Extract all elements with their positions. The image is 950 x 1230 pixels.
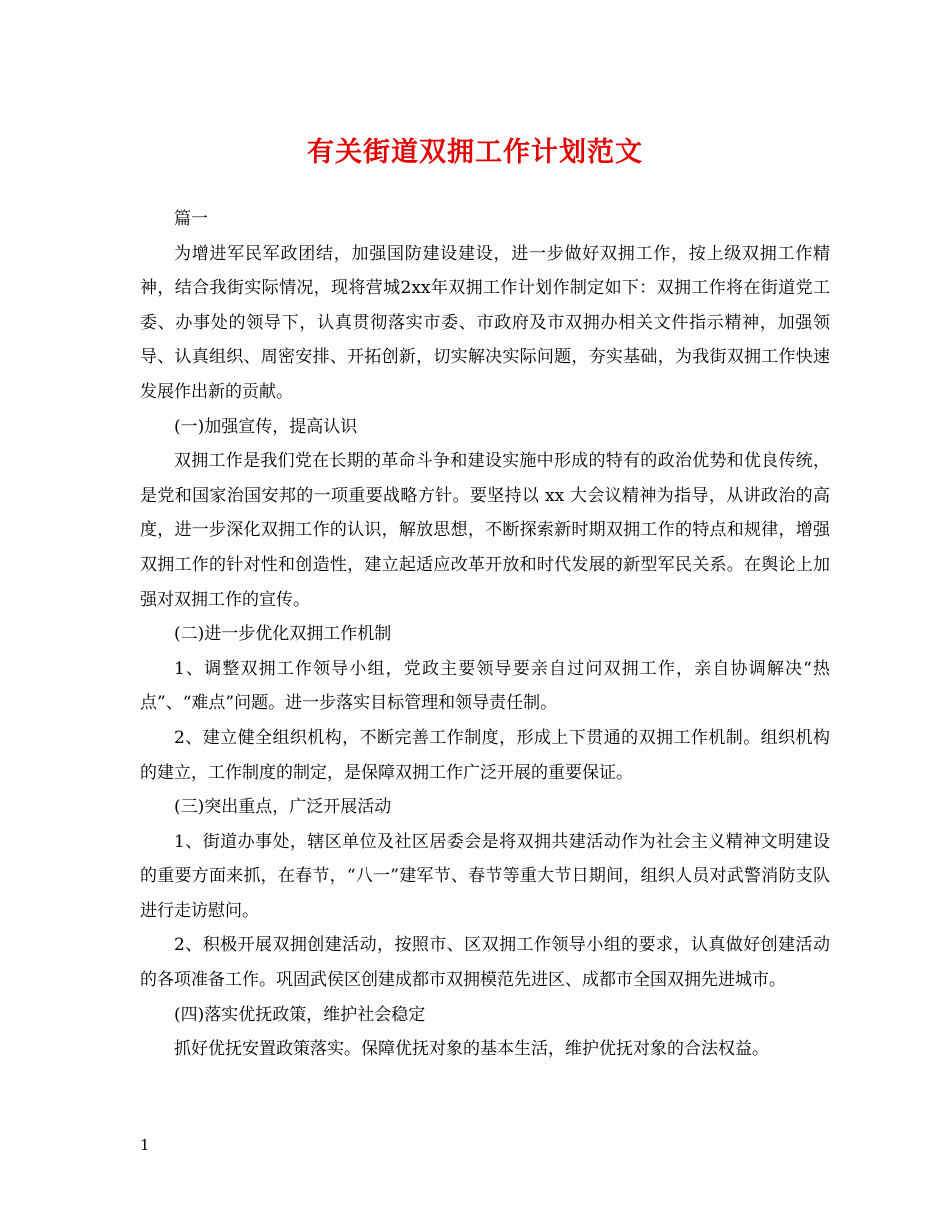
body-paragraph: 1、调整双拥工作领导小组，党政主要领导要亲自过问双拥工作，亲自协调解决“热点”、“难点”问题。进一步落实目标管理和领导责任制。 — [140, 658, 830, 714]
body-paragraph: 2、积极开展双拥创建活动，按照市、区双拥工作领导小组的要求，认真做好创建活动的各项准备工作。巩固武侯区创建成都市双拥模范先进区、成都市全国双拥先进城市。 — [140, 935, 830, 991]
document-title: 有关街道双拥工作计划范文 — [307, 137, 643, 168]
section-label: 篇一 — [174, 209, 208, 229]
body-paragraph: 抓好优抚安置政策落实。保障优抚对象的基本生活，维护优抚对象的合法权益。 — [174, 1039, 769, 1060]
section-heading-2: (二)进一步优化双拥工作机制 — [174, 624, 392, 645]
body-paragraph: 2、建立健全组织机构，不断完善工作制度，形成上下贯通的双拥工作机制。组织机构的建立，工作制度的制定，是保障双拥工作广泛开展的重要保证。 — [140, 727, 830, 783]
intro-paragraph: 为增进军民军政团结，加强国防建设建设，进一步做好双拥工作，按上级双拥工作精神，结合我街实际情况，现将营城2xx年双拥工作计划作制定如下：双拥工作将在街道党工委、办事处的领导下，认真贯彻落实市委、市政府及市双拥办相关文件指示精神，加强领导、认真组织、周密安排、开拓创新，切实解决实际问题，夯实基础，为我街双拥工作快速发展作出新的贡献。 — [140, 243, 830, 402]
body-paragraph: 双拥工作是我们党在长期的革命斗争和建设实施中形成的特有的政治优势和优良传统，是党和国家治国安邦的一项重要战略方针。要坚持以 xx 大会议精神为指导，从讲政治的高度，进一步深化双拥工作的认识，解放思想，不断探索新时期双拥工作的特点和规律，增强双拥工作的针对性和创造性，建立起适应改革开放和时代发展的新型军民关系。在舆论上加强对双拥工作的宣传。 — [140, 451, 830, 610]
body-paragraph: 1、街道办事处，辖区单位及社区居委会是将双拥共建活动作为社会主义精神文明建设的重要方面来抓，在春节，“八一”建军节、春节等重大节日期间，组织人员对武警消防支队进行走访慰问。 — [140, 831, 830, 921]
document-body — [140, 202, 830, 1067]
section-heading-4: (四)落实优抚政策，维护社会稳定 — [174, 1004, 426, 1025]
section-heading-3: (三)突出重点，广泛开展活动 — [174, 797, 392, 818]
section-heading-1: (一)加强宣传，提高认识 — [174, 416, 358, 437]
page-number: 1 — [140, 1136, 150, 1154]
